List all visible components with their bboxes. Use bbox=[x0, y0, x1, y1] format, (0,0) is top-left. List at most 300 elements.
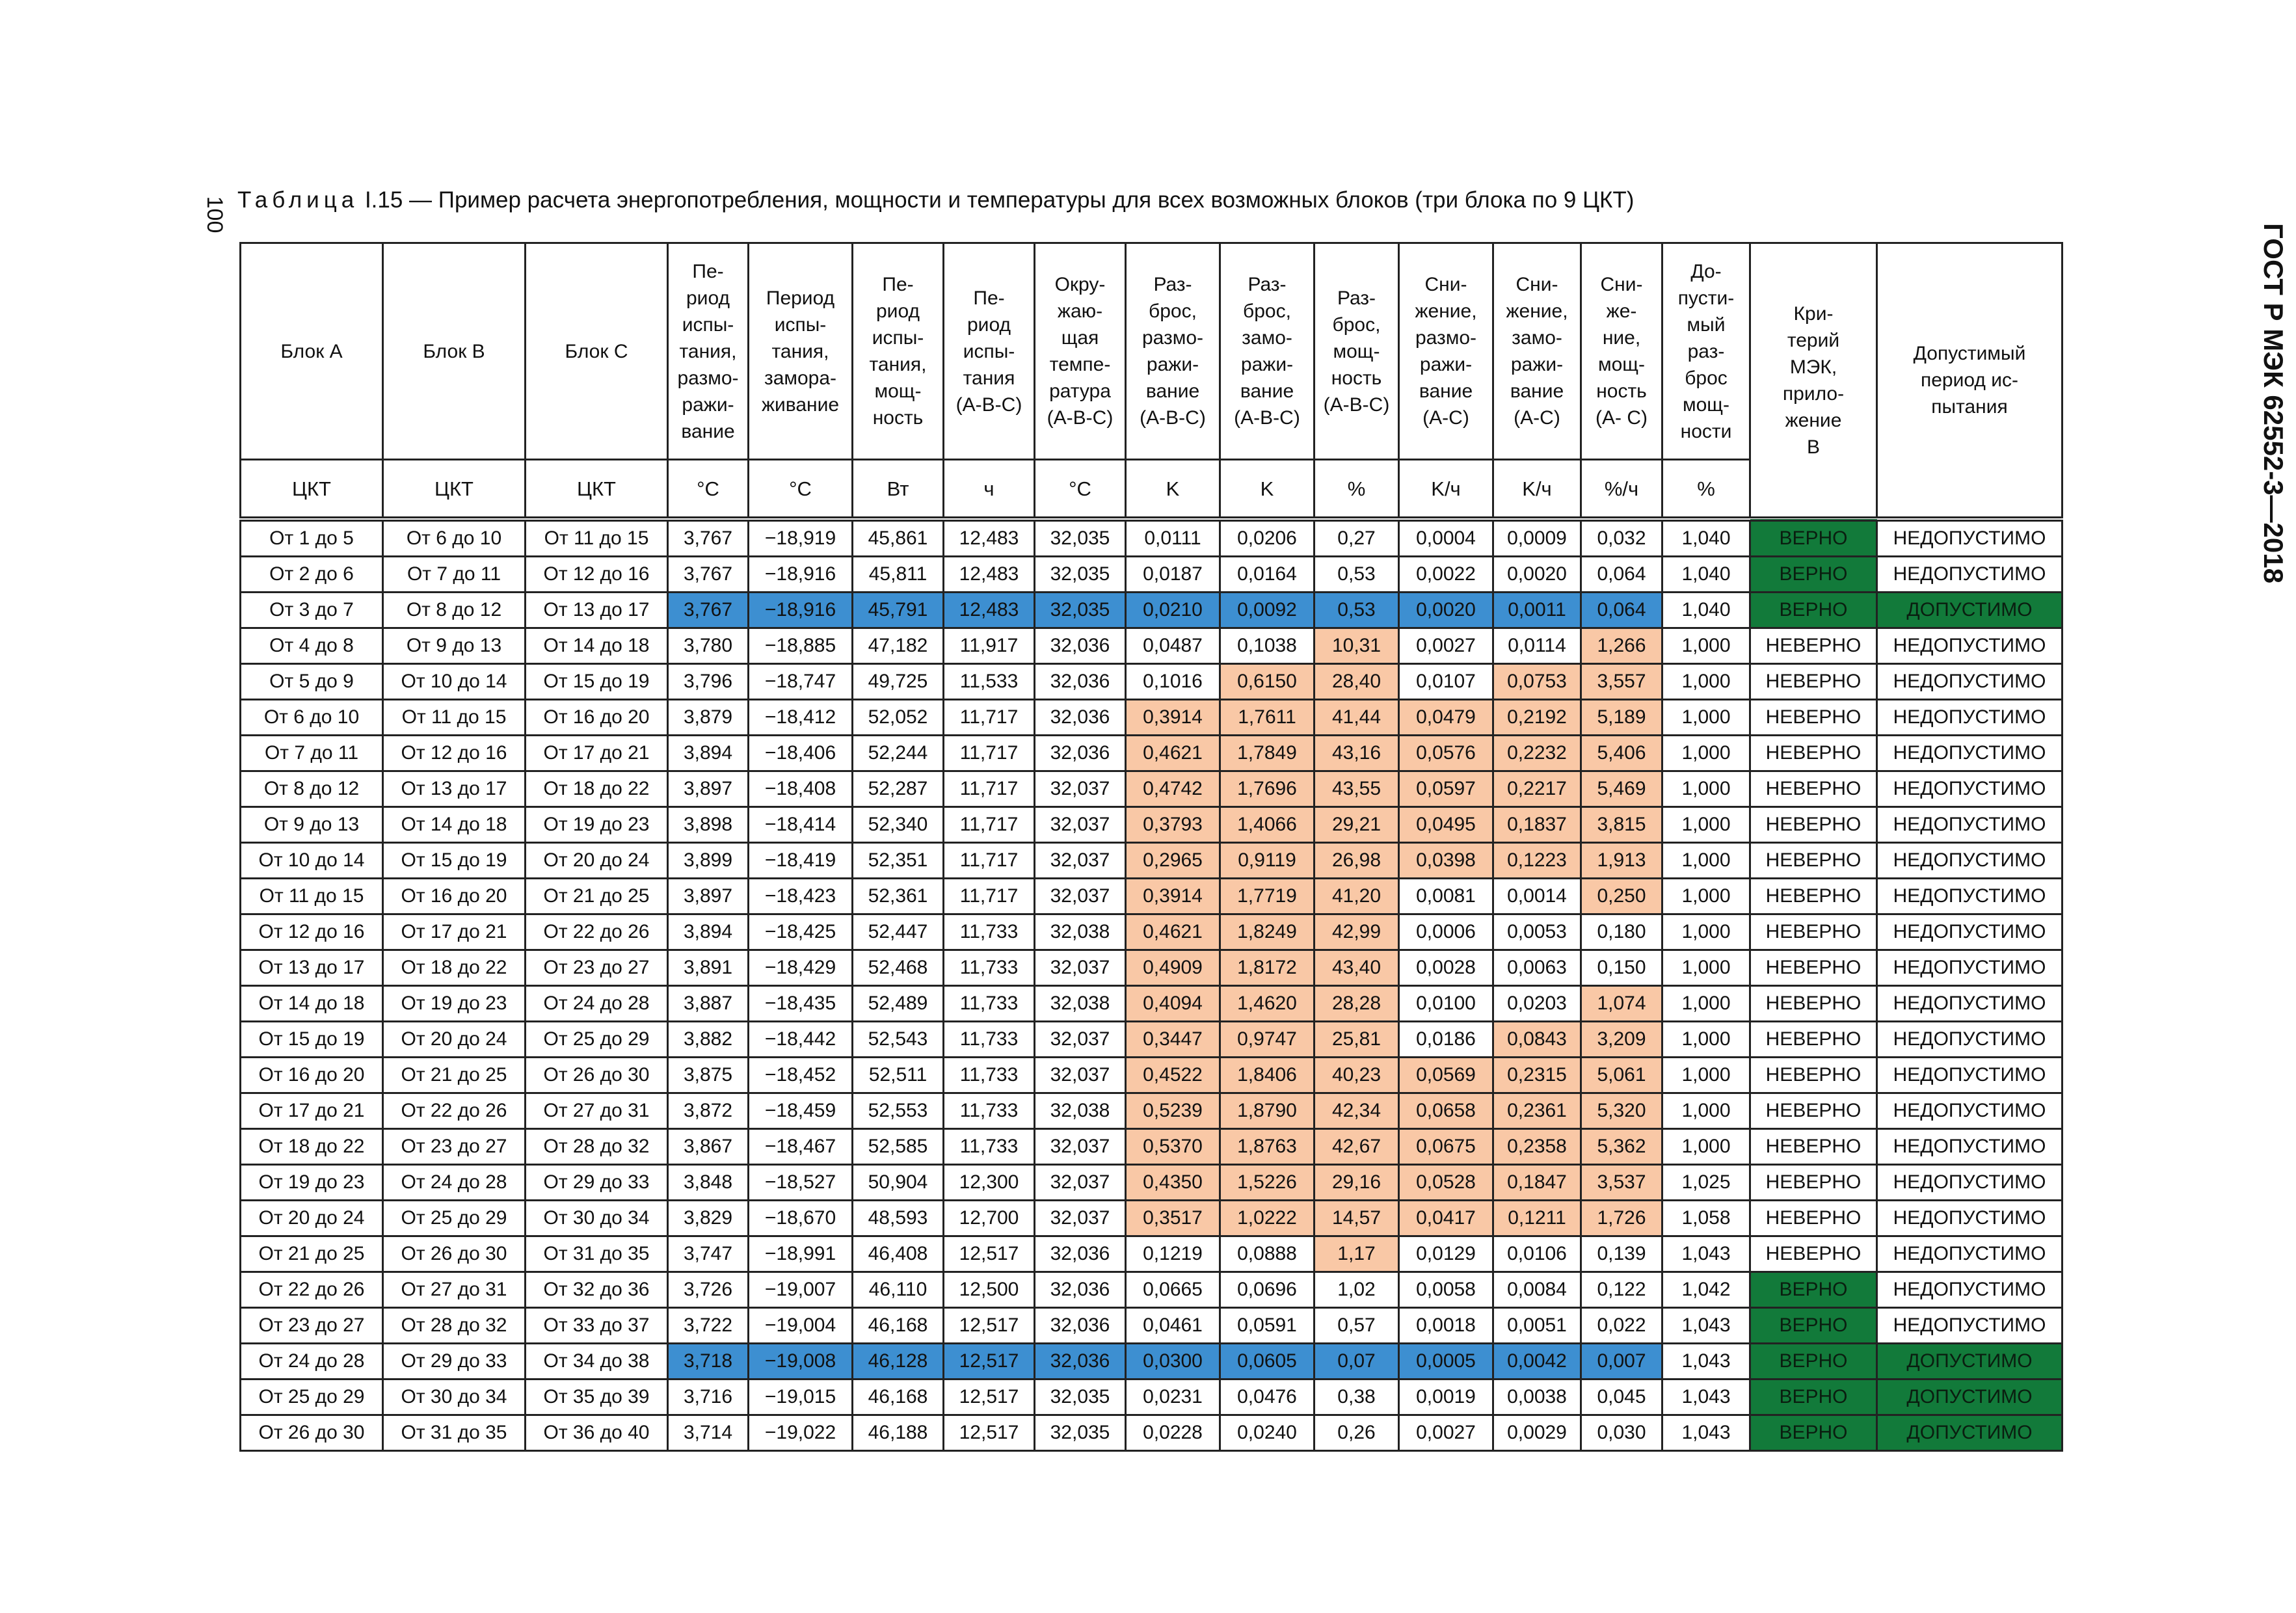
column-header: Пе- риод испы- тания (А-В-С) bbox=[944, 243, 1035, 460]
table-cell: 3,537 bbox=[1581, 1165, 1662, 1201]
table-cell: НЕДОПУСТИМО bbox=[1877, 879, 2062, 914]
table-cell: 52,489 bbox=[853, 986, 944, 1022]
table-cell: НЕДОПУСТИМО bbox=[1877, 628, 2062, 664]
table-cell: 0,0051 bbox=[1493, 1308, 1581, 1344]
table-cell: 25,81 bbox=[1315, 1022, 1399, 1058]
table-cell: НЕВЕРНО bbox=[1750, 950, 1877, 986]
table-cell: 1,000 bbox=[1662, 771, 1750, 807]
table-cell: От 4 до 8 bbox=[241, 628, 383, 664]
table-cell: От 23 до 27 bbox=[526, 950, 668, 986]
table-cell: 3,899 bbox=[668, 843, 749, 879]
table-cell: 12,517 bbox=[944, 1380, 1035, 1415]
table-cell: 3,796 bbox=[668, 664, 749, 700]
table-cell: 0,4094 bbox=[1126, 986, 1220, 1022]
table-cell: 12,517 bbox=[944, 1236, 1035, 1272]
table-cell: 0,007 bbox=[1581, 1344, 1662, 1380]
table-cell: НЕДОПУСТИМО bbox=[1877, 736, 2062, 771]
table-cell: 1,17 bbox=[1315, 1236, 1399, 1272]
table-cell: −18,919 bbox=[749, 519, 853, 557]
table-cell: НЕДОПУСТИМО bbox=[1877, 843, 2062, 879]
table-cell: 0,0042 bbox=[1493, 1344, 1581, 1380]
table-cell: 3,726 bbox=[668, 1272, 749, 1308]
table-cell: 32,038 bbox=[1035, 914, 1126, 950]
table-row bbox=[241, 1093, 2062, 1129]
table-cell: 0,0058 bbox=[1399, 1272, 1493, 1308]
table-cell: НЕДОПУСТИМО bbox=[1877, 1165, 2062, 1201]
table-cell: 32,035 bbox=[1035, 519, 1126, 557]
table-cell: 0,4742 bbox=[1126, 771, 1220, 807]
results-table bbox=[239, 242, 2063, 1452]
table-cell: 0,0398 bbox=[1399, 843, 1493, 879]
table-cell: 0,180 bbox=[1581, 914, 1662, 950]
table-row bbox=[241, 1022, 2062, 1058]
table-row bbox=[241, 628, 2062, 664]
table-cell: 1,043 bbox=[1662, 1380, 1750, 1415]
table-cell: НЕВЕРНО bbox=[1750, 807, 1877, 843]
table-cell: 11,733 bbox=[944, 1058, 1035, 1093]
table-cell: −18,452 bbox=[749, 1058, 853, 1093]
table-cell: 42,67 bbox=[1315, 1129, 1399, 1165]
table-cell: От 30 до 34 bbox=[383, 1380, 526, 1415]
table-cell: От 17 до 21 bbox=[526, 736, 668, 771]
table-cell: 0,26 bbox=[1315, 1415, 1399, 1451]
table-cell: ВЕРНО bbox=[1750, 1380, 1877, 1415]
table-cell: От 18 до 22 bbox=[526, 771, 668, 807]
table-cell: 0,139 bbox=[1581, 1236, 1662, 1272]
table-cell: 5,320 bbox=[1581, 1093, 1662, 1129]
table-cell: 46,188 bbox=[853, 1415, 944, 1451]
table-cell: 52,351 bbox=[853, 843, 944, 879]
table-cell: 14,57 bbox=[1315, 1201, 1399, 1236]
table-cell: 11,717 bbox=[944, 879, 1035, 914]
table-cell: 1,000 bbox=[1662, 1129, 1750, 1165]
table-cell: От 21 до 25 bbox=[526, 879, 668, 914]
table-cell: НЕВЕРНО bbox=[1750, 1058, 1877, 1093]
table-cell: 0,0106 bbox=[1493, 1236, 1581, 1272]
table-cell: 1,7719 bbox=[1220, 879, 1315, 914]
table-cell: От 25 до 29 bbox=[526, 1022, 668, 1058]
table-cell: От 20 до 24 bbox=[526, 843, 668, 879]
table-cell: 0,3793 bbox=[1126, 807, 1220, 843]
table-cell: 0,0081 bbox=[1399, 879, 1493, 914]
table-cell: 52,340 bbox=[853, 807, 944, 843]
column-header: Окру- жаю- щая темпе- ратура (А-В-С) bbox=[1035, 243, 1126, 460]
table-cell: 47,182 bbox=[853, 628, 944, 664]
table-cell: 3,722 bbox=[668, 1308, 749, 1344]
table-cell: 1,040 bbox=[1662, 593, 1750, 628]
table-row bbox=[241, 1236, 2062, 1272]
table-cell: 45,861 bbox=[853, 519, 944, 557]
table-cell: 0,0675 bbox=[1399, 1129, 1493, 1165]
table-cell: От 2 до 6 bbox=[241, 557, 383, 593]
column-header: Раз- брос, мощ- ность (А-В-С) bbox=[1315, 243, 1399, 460]
table-cell: 12,300 bbox=[944, 1165, 1035, 1201]
table-cell: 1,5226 bbox=[1220, 1165, 1315, 1201]
table-cell: 0,0164 bbox=[1220, 557, 1315, 593]
header-row-names bbox=[241, 243, 2062, 460]
table-cell: 0,0053 bbox=[1493, 914, 1581, 950]
table-cell: 29,21 bbox=[1315, 807, 1399, 843]
table-cell: 0,1837 bbox=[1493, 807, 1581, 843]
table-cell: 11,917 bbox=[944, 628, 1035, 664]
table-cell: От 11 до 15 bbox=[526, 519, 668, 557]
table-cell: 52,361 bbox=[853, 879, 944, 914]
table-row bbox=[241, 771, 2062, 807]
table-cell: 3,780 bbox=[668, 628, 749, 664]
table-cell: От 20 до 24 bbox=[241, 1201, 383, 1236]
table-cell: 32,038 bbox=[1035, 986, 1126, 1022]
table-cell: 3,557 bbox=[1581, 664, 1662, 700]
table-cell: 5,189 bbox=[1581, 700, 1662, 736]
table-cell: ВЕРНО bbox=[1750, 1308, 1877, 1344]
caption-lead: Таблица bbox=[237, 187, 359, 213]
table-cell: НЕВЕРНО bbox=[1750, 1022, 1877, 1058]
table-cell: ВЕРНО bbox=[1750, 1344, 1877, 1380]
table-cell: От 13 до 17 bbox=[383, 771, 526, 807]
unit-header: % bbox=[1315, 460, 1399, 520]
table-cell: 0,0591 bbox=[1220, 1308, 1315, 1344]
table-cell: От 16 до 20 bbox=[241, 1058, 383, 1093]
table-cell: НЕВЕРНО bbox=[1750, 771, 1877, 807]
table-cell: От 8 до 12 bbox=[383, 593, 526, 628]
unit-header: % bbox=[1662, 460, 1750, 520]
table-cell: 0,0020 bbox=[1493, 557, 1581, 593]
column-header: Сни- жение, размо- ражи- вание (А-С) bbox=[1399, 243, 1493, 460]
table-cell: 0,0063 bbox=[1493, 950, 1581, 986]
table-cell: 46,408 bbox=[853, 1236, 944, 1272]
table-cell: 0,0476 bbox=[1220, 1380, 1315, 1415]
table-cell: 32,036 bbox=[1035, 664, 1126, 700]
table-cell: 3,767 bbox=[668, 593, 749, 628]
table-cell: 0,0597 bbox=[1399, 771, 1493, 807]
table-cell: 0,0186 bbox=[1399, 1022, 1493, 1058]
table-cell: 3,716 bbox=[668, 1380, 749, 1415]
column-header: Сни- жение, замо- ражи- вание (А-С) bbox=[1493, 243, 1581, 460]
table-cell: 3,897 bbox=[668, 879, 749, 914]
table-cell: От 11 до 15 bbox=[241, 879, 383, 914]
table-cell: 0,57 bbox=[1315, 1308, 1399, 1344]
table-cell: 52,244 bbox=[853, 736, 944, 771]
table-row bbox=[241, 593, 2062, 628]
table-cell: 0,0696 bbox=[1220, 1272, 1315, 1308]
table-cell: 12,483 bbox=[944, 519, 1035, 557]
table-cell: 0,030 bbox=[1581, 1415, 1662, 1451]
table-cell: −18,747 bbox=[749, 664, 853, 700]
table-cell: 41,44 bbox=[1315, 700, 1399, 736]
table-cell: −18,429 bbox=[749, 950, 853, 986]
table-cell: 3,718 bbox=[668, 1344, 749, 1380]
table-cell: НЕВЕРНО bbox=[1750, 664, 1877, 700]
table-cell: 1,000 bbox=[1662, 950, 1750, 986]
table-cell: 42,99 bbox=[1315, 914, 1399, 950]
table-cell: 0,0605 bbox=[1220, 1344, 1315, 1380]
table-cell: 1,7849 bbox=[1220, 736, 1315, 771]
table-cell: 12,500 bbox=[944, 1272, 1035, 1308]
table-cell: 0,2232 bbox=[1493, 736, 1581, 771]
table-cell: 0,0011 bbox=[1493, 593, 1581, 628]
table-cell: НЕДОПУСТИМО bbox=[1877, 1058, 2062, 1093]
table-cell: 0,27 bbox=[1315, 519, 1399, 557]
table-cell: НЕДОПУСТИМО bbox=[1877, 1236, 2062, 1272]
table-cell: 1,000 bbox=[1662, 1093, 1750, 1129]
column-header: Раз- брос, замо- ражи- вание (А-В-С) bbox=[1220, 243, 1315, 460]
table-cell: 3,875 bbox=[668, 1058, 749, 1093]
table-cell: От 1 до 5 bbox=[241, 519, 383, 557]
table-row bbox=[241, 1415, 2062, 1451]
table-cell: −18,442 bbox=[749, 1022, 853, 1058]
table-cell: 0,5239 bbox=[1126, 1093, 1220, 1129]
table-cell: −18,459 bbox=[749, 1093, 853, 1129]
table-cell: 32,037 bbox=[1035, 950, 1126, 986]
table-cell: 0,0129 bbox=[1399, 1236, 1493, 1272]
column-header: Блок B bbox=[383, 243, 526, 460]
table-cell: 32,035 bbox=[1035, 1380, 1126, 1415]
table-cell: 3,872 bbox=[668, 1093, 749, 1129]
table-cell: 0,0461 bbox=[1126, 1308, 1220, 1344]
table-cell: От 13 до 17 bbox=[241, 950, 383, 986]
table-cell: ДОПУСТИМО bbox=[1877, 1380, 2062, 1415]
table-cell: От 19 до 23 bbox=[526, 807, 668, 843]
table-cell: НЕДОПУСТИМО bbox=[1877, 771, 2062, 807]
table-cell: 32,036 bbox=[1035, 1308, 1126, 1344]
table-cell: От 9 до 13 bbox=[241, 807, 383, 843]
table-row bbox=[241, 664, 2062, 700]
table-cell: −18,991 bbox=[749, 1236, 853, 1272]
table-cell: 3,898 bbox=[668, 807, 749, 843]
table-cell: 1,02 bbox=[1315, 1272, 1399, 1308]
unit-header: °C bbox=[668, 460, 749, 520]
table-cell: 12,483 bbox=[944, 593, 1035, 628]
table-cell: От 31 до 35 bbox=[383, 1415, 526, 1451]
table-cell: −18,425 bbox=[749, 914, 853, 950]
table-cell: 12,700 bbox=[944, 1201, 1035, 1236]
table-cell: От 19 до 23 bbox=[241, 1165, 383, 1201]
table-cell: −19,015 bbox=[749, 1380, 853, 1415]
table-cell: 0,0022 bbox=[1399, 557, 1493, 593]
table-cell: 0,0019 bbox=[1399, 1380, 1493, 1415]
table-cell: НЕВЕРНО bbox=[1750, 986, 1877, 1022]
table-cell: 46,168 bbox=[853, 1380, 944, 1415]
table-cell: ДОПУСТИМО bbox=[1877, 1415, 2062, 1451]
table-cell: 3,767 bbox=[668, 557, 749, 593]
table-cell: 3,879 bbox=[668, 700, 749, 736]
table-cell: От 25 до 29 bbox=[383, 1201, 526, 1236]
table-cell: 46,168 bbox=[853, 1308, 944, 1344]
table-cell: 0,38 bbox=[1315, 1380, 1399, 1415]
table-cell: От 9 до 13 bbox=[383, 628, 526, 664]
table-cell: От 11 до 15 bbox=[383, 700, 526, 736]
table-cell: 52,287 bbox=[853, 771, 944, 807]
table-cell: 1,000 bbox=[1662, 628, 1750, 664]
table-cell: 1,040 bbox=[1662, 519, 1750, 557]
table-cell: 12,517 bbox=[944, 1415, 1035, 1451]
table-cell: 1,000 bbox=[1662, 879, 1750, 914]
table-cell: −18,419 bbox=[749, 843, 853, 879]
table-cell: 0,0107 bbox=[1399, 664, 1493, 700]
table-cell: 0,0479 bbox=[1399, 700, 1493, 736]
table-cell: −19,007 bbox=[749, 1272, 853, 1308]
table-cell: 0,2217 bbox=[1493, 771, 1581, 807]
caption-text: I.15 — Пример расчета энергопотребления, мощности и температуры для всех возможных блоков (три блока по 9 ЦКТ) bbox=[358, 187, 1635, 213]
table-cell: 3,897 bbox=[668, 771, 749, 807]
table-row bbox=[241, 1344, 2062, 1380]
unit-header: K/ч bbox=[1493, 460, 1581, 520]
table-cell: НЕДОПУСТИМО bbox=[1877, 664, 2062, 700]
table-cell: От 27 до 31 bbox=[383, 1272, 526, 1308]
table-cell: 5,362 bbox=[1581, 1129, 1662, 1165]
column-header: Пе- риод испы- тания, мощ- ность bbox=[853, 243, 944, 460]
table-cell: 32,035 bbox=[1035, 593, 1126, 628]
table-cell: 0,0020 bbox=[1399, 593, 1493, 628]
table-cell: 0,0753 bbox=[1493, 664, 1581, 700]
unit-header: ч bbox=[944, 460, 1035, 520]
table-cell: 52,553 bbox=[853, 1093, 944, 1129]
table-cell: НЕДОПУСТИМО bbox=[1877, 557, 2062, 593]
table-row bbox=[241, 843, 2062, 879]
table-cell: 1,7611 bbox=[1220, 700, 1315, 736]
table-cell: 1,0222 bbox=[1220, 1201, 1315, 1236]
table-row bbox=[241, 950, 2062, 986]
table-cell: От 20 до 24 bbox=[383, 1022, 526, 1058]
table-cell: 29,16 bbox=[1315, 1165, 1399, 1201]
table-cell: ДОПУСТИМО bbox=[1877, 1344, 2062, 1380]
table-cell: 52,052 bbox=[853, 700, 944, 736]
table-cell: 0,0092 bbox=[1220, 593, 1315, 628]
table-cell: 3,767 bbox=[668, 519, 749, 557]
table-cell: От 24 до 28 bbox=[526, 986, 668, 1022]
table-cell: 0,064 bbox=[1581, 593, 1662, 628]
table-cell: От 5 до 9 bbox=[241, 664, 383, 700]
table-cell: От 33 до 37 bbox=[526, 1308, 668, 1344]
table-cell: 12,483 bbox=[944, 557, 1035, 593]
table-cell: 26,98 bbox=[1315, 843, 1399, 879]
table-cell: 0,0665 bbox=[1126, 1272, 1220, 1308]
table-cell: НЕВЕРНО bbox=[1750, 914, 1877, 950]
table-cell: 0,0417 bbox=[1399, 1201, 1493, 1236]
table-cell: ВЕРНО bbox=[1750, 1415, 1877, 1451]
table-row bbox=[241, 519, 2062, 557]
table-cell: 0,0576 bbox=[1399, 736, 1493, 771]
table-cell: 0,0487 bbox=[1126, 628, 1220, 664]
table-cell: 0,0004 bbox=[1399, 519, 1493, 557]
table-cell: −18,467 bbox=[749, 1129, 853, 1165]
table-cell: От 14 до 18 bbox=[241, 986, 383, 1022]
table-cell: От 15 до 19 bbox=[526, 664, 668, 700]
table-cell: 0,0240 bbox=[1220, 1415, 1315, 1451]
table-cell: От 23 до 27 bbox=[383, 1129, 526, 1165]
table-cell: 52,585 bbox=[853, 1129, 944, 1165]
table-row bbox=[241, 1201, 2062, 1236]
table-cell: −18,423 bbox=[749, 879, 853, 914]
table-cell: 1,913 bbox=[1581, 843, 1662, 879]
table-cell: 32,038 bbox=[1035, 1093, 1126, 1129]
table-cell: 1,8249 bbox=[1220, 914, 1315, 950]
table-cell: НЕВЕРНО bbox=[1750, 1201, 1877, 1236]
table-cell: 1,8406 bbox=[1220, 1058, 1315, 1093]
table-cell: От 15 до 19 bbox=[241, 1022, 383, 1058]
table-cell: 3,891 bbox=[668, 950, 749, 986]
page-number: 100 bbox=[202, 196, 227, 233]
table-cell: 0,1211 bbox=[1493, 1201, 1581, 1236]
table-cell: 1,000 bbox=[1662, 986, 1750, 1022]
table-cell: 0,0014 bbox=[1493, 879, 1581, 914]
table-row bbox=[241, 1380, 2062, 1415]
table-cell: От 16 до 20 bbox=[526, 700, 668, 736]
table-cell: 50,904 bbox=[853, 1165, 944, 1201]
table-cell: От 26 до 30 bbox=[241, 1415, 383, 1451]
table-cell: 11,733 bbox=[944, 986, 1035, 1022]
table-cell: 11,717 bbox=[944, 807, 1035, 843]
table-cell: 3,815 bbox=[1581, 807, 1662, 843]
table-cell: 0,0658 bbox=[1399, 1093, 1493, 1129]
table-cell: 0,3517 bbox=[1126, 1201, 1220, 1236]
table-cell: 11,717 bbox=[944, 771, 1035, 807]
table-cell: 32,037 bbox=[1035, 771, 1126, 807]
table-row bbox=[241, 1308, 2062, 1344]
table-cell: 0,0029 bbox=[1493, 1415, 1581, 1451]
table-row bbox=[241, 914, 2062, 950]
table-cell: От 31 до 35 bbox=[526, 1236, 668, 1272]
unit-header: ЦКТ bbox=[241, 460, 383, 520]
table-cell: 1,7696 bbox=[1220, 771, 1315, 807]
table-cell: 11,733 bbox=[944, 914, 1035, 950]
table-cell: 1,4066 bbox=[1220, 807, 1315, 843]
table-cell: 11,733 bbox=[944, 1022, 1035, 1058]
unit-header: K bbox=[1126, 460, 1220, 520]
table-cell: −18,406 bbox=[749, 736, 853, 771]
column-header: Сни- же- ние, мощ- ность (А- С) bbox=[1581, 243, 1662, 460]
table-cell: 0,0009 bbox=[1493, 519, 1581, 557]
table-cell: От 8 до 12 bbox=[241, 771, 383, 807]
table-row bbox=[241, 1129, 2062, 1165]
table-cell: НЕДОПУСТИМО bbox=[1877, 986, 2062, 1022]
table-cell: От 10 до 14 bbox=[383, 664, 526, 700]
table-cell: 0,1219 bbox=[1126, 1236, 1220, 1272]
table-cell: 0,1847 bbox=[1493, 1165, 1581, 1201]
table-cell: 32,035 bbox=[1035, 1415, 1126, 1451]
table-cell: 32,035 bbox=[1035, 557, 1126, 593]
table-cell: 32,036 bbox=[1035, 736, 1126, 771]
table-cell: 41,20 bbox=[1315, 879, 1399, 914]
table-cell: От 14 до 18 bbox=[383, 807, 526, 843]
table-cell: НЕДОПУСТИМО bbox=[1877, 950, 2062, 986]
table-cell: 0,4350 bbox=[1126, 1165, 1220, 1201]
table-cell: 3,747 bbox=[668, 1236, 749, 1272]
table-cell: 43,55 bbox=[1315, 771, 1399, 807]
table-cell: 32,037 bbox=[1035, 843, 1126, 879]
table-cell: 12,517 bbox=[944, 1344, 1035, 1380]
table-cell: От 13 до 17 bbox=[526, 593, 668, 628]
unit-header: °C bbox=[1035, 460, 1126, 520]
table-cell: 32,037 bbox=[1035, 1165, 1126, 1201]
table-cell: −18,916 bbox=[749, 593, 853, 628]
table-cell: −19,008 bbox=[749, 1344, 853, 1380]
table-cell: От 3 до 7 bbox=[241, 593, 383, 628]
table-cell: НЕВЕРНО bbox=[1750, 1236, 1877, 1272]
table-cell: 32,037 bbox=[1035, 1058, 1126, 1093]
table-body bbox=[241, 519, 2062, 1451]
table-cell: 3,209 bbox=[1581, 1022, 1662, 1058]
table-cell: От 21 до 25 bbox=[383, 1058, 526, 1093]
table-cell: 0,022 bbox=[1581, 1308, 1662, 1344]
table-cell: От 26 до 30 bbox=[526, 1058, 668, 1093]
table-cell: 32,036 bbox=[1035, 1344, 1126, 1380]
unit-header: ЦКТ bbox=[526, 460, 668, 520]
column-header: Кри- терий МЭК, прило- жение В bbox=[1750, 243, 1877, 520]
column-header: Допустимый период ис- пытания bbox=[1877, 243, 2062, 520]
table-row bbox=[241, 986, 2062, 1022]
table-cell: 3,714 bbox=[668, 1415, 749, 1451]
